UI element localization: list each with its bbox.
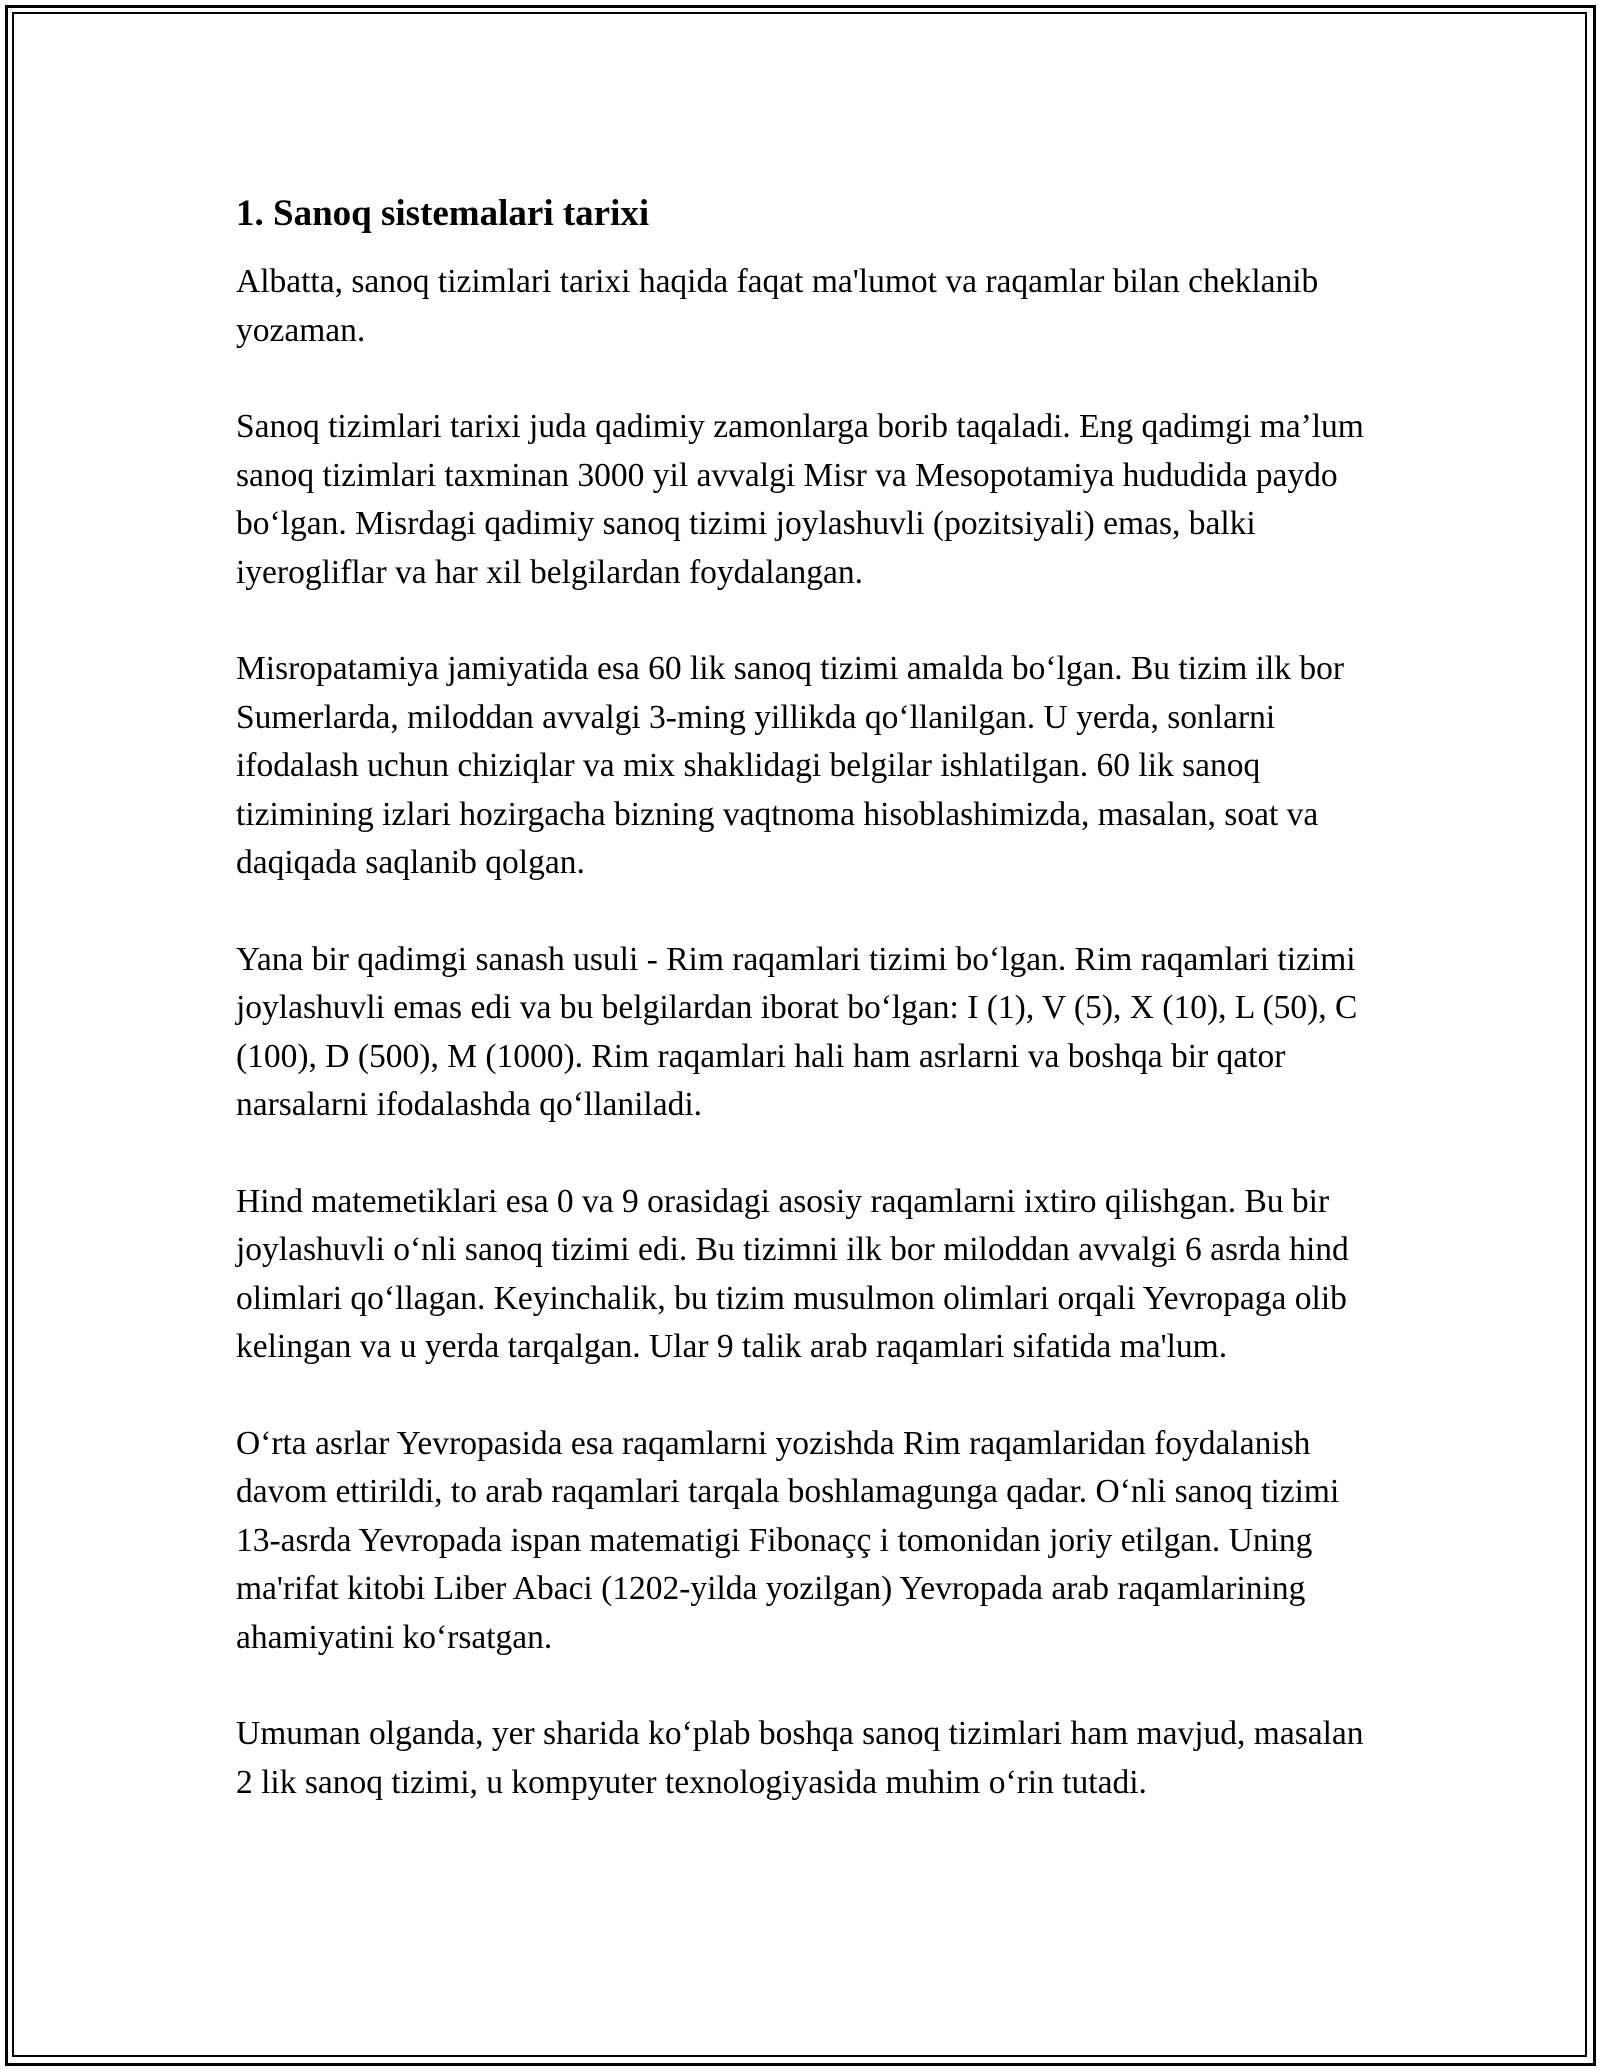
paragraph-indian-numerals: Hind matemetiklari esa 0 va 9 orasidagi asosiy raqamlarni ixtiro qilishgan. Bu bir joylashuvli o‘nli sanoq tizimi edi. Bu tizimni ilk bor miloddan avvalgi 6 asrda hind olimlari qo‘llagan. Keyinchalik, bu tizim musulmon olimlari orqali Yevropaga olib kelingan va u yerda tarqalgan. Ular 9 talik arab raqamlari sifatida ma'lum. — [236, 1182, 1349, 1365]
paragraph-ancient-origins: Sanoq tizimlari tarixi juda qadimiy zamonlarga borib taqaladi. Eng qadimgi ma’lum sanoq tizimlari taxminan 3000 yil avvalgi Misr va Mesopotamiya hududida paydo bo‘lgan. Misrdagi qadimiy sanoq tizimi joylashuvli (pozitsiyali) emas, balki iyerogliflar va har xil belgilardan foydalangan. — [236, 408, 1364, 591]
paragraph-mesopotamia: Misropatamiya jamiyatida esa 60 lik sanoq tizimi amalda bo‘lgan. Bu tizim ilk bor Sumerlarda, miloddan avvalgi 3-ming yillikda qo‘llanilgan. U yerda, sonlarni ifodalash uchun chiziqlar va mix shaklidagi belgilar ishlatilgan. 60 lik sanoq tizimining izlari hozirgacha bizning vaqtnoma hisoblashimizda, masalan, soat va daqiqada saqlanib qolgan. — [236, 650, 1345, 881]
document-title: 1. Sanoq sistemalari tarixi — [236, 193, 650, 234]
paragraph-intro: Albatta, sanoq tizimlari tarixi haqida faqat ma'lumot va raqamlar bilan cheklanib yozaman. — [236, 263, 1319, 349]
paragraph-conclusion: Umuman olganda, yer sharida ko‘plab boshqa sanoq tizimlari ham mavjud, masalan 2 lik sanoq tizimi, u kompyuter texnologiyasida muhim o‘rin tutadi. — [236, 1715, 1364, 1801]
paragraph-roman-numerals: Yana bir qadimgi sanash usuli - Rim raqamlari tizimi bo‘lgan. Rim raqamlari tizimi joylashuvli emas edi va bu belgilardan iborat bo‘lgan: I (1), V (5), X (10), L (50), C (100), D (500), M (1000). Rim raqamlari hali ham asrlarni va boshqa bir qator narsalarni ifodalashda qo‘llaniladi. — [236, 940, 1358, 1123]
paragraph-medieval-europe: O‘rta asrlar Yevropasida esa raqamlarni yozishda Rim raqamlaridan foydalanish davom ettirildi, to arab raqamlari tarqala boshlamagunga qadar. O‘nli sanoq tizimi 13-asrda Yevropada ispan matematigi Fibonaçç i tomonidan joriy etilgan. Uning ma'rifat kitobi Liber Abaci (1202-yilda yozilgan) Yevropada arab raqamlarining ahamiyatini ko‘rsatgan. — [236, 1424, 1340, 1656]
document-body — [236, 188, 1386, 1855]
